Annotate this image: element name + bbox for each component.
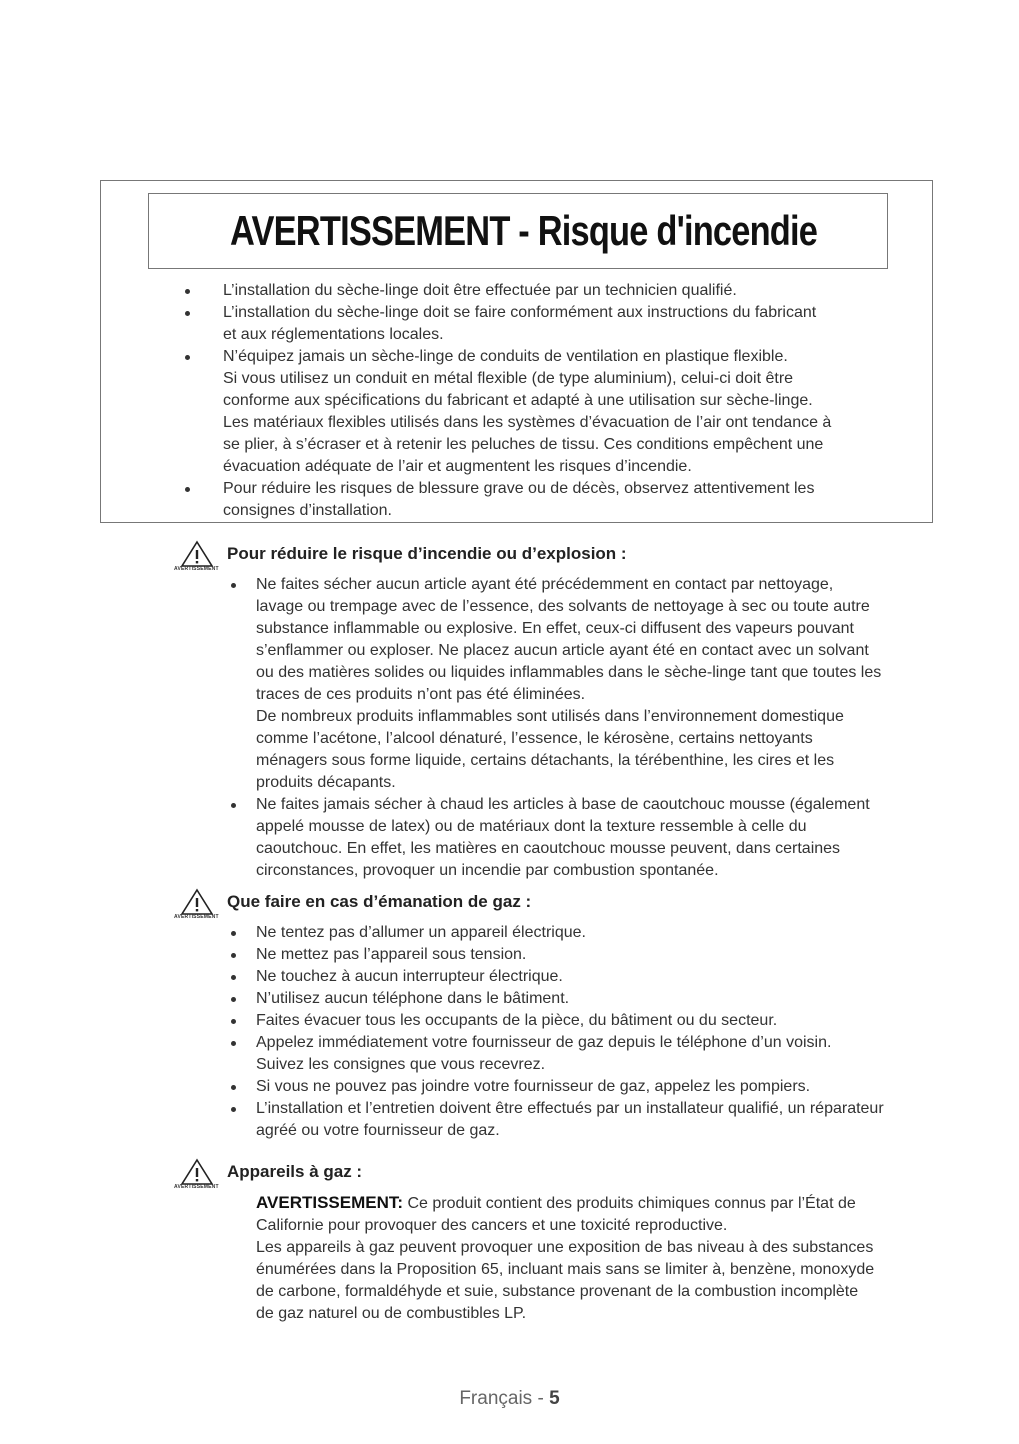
gas-leak-list: [256, 922, 946, 1142]
bullet-icon: [231, 931, 236, 936]
list-item: N’utilisez aucun téléphone dans le bâtiment.: [256, 988, 946, 1010]
section-header: [174, 540, 940, 572]
warning-body: Ce produit contient des produits chimiques connus par l’État de Californie pour provoquer des cancers et une toxicité reproductive.: [256, 1195, 856, 1234]
warning-caption: AVERTISSEMENT: [174, 1184, 219, 1190]
section-header: [174, 888, 940, 920]
bullet-icon: [231, 1085, 236, 1090]
warning-triangle-icon: [180, 888, 214, 916]
list-item: Ne tentez pas d’allumer un appareil électrique.: [256, 922, 946, 944]
fire-warning-title-box: [148, 193, 888, 269]
bullet-icon: [231, 997, 236, 1002]
bullet-icon: [185, 311, 190, 316]
fire-explosion-section: [174, 540, 940, 882]
list-item: L’installation du sèche-linge doit se faire conformément aux instructions du fabricant et aux réglementations locales.: [223, 302, 913, 346]
list-item: Ne faites sécher aucun article ayant été précédemment en contact par nettoyage, lavage ou trempage avec de l’essence, des solvants de nettoyage à sec ou toute autre substance inflammable ou explosive. En effet, ceux-ci diffusent des vapeurs pouvant s’enflammer ou exploser. Ne placez aucun article ayant été en contact avec un solvant ou des matières solides ou liquides inflammables dans le sèche-linge tant que toutes les traces de ces produits n’ont pas été éliminées. De nombreux produits inflammables sont utilisés dans l’environnement domestique comme l’acétone, l’alcool dénaturé, l’essence, le kérosène, certains nettoyants ménagers sous forme liquide, certains détachants, la térébenthine, les cires et les produits décapants.: [256, 574, 946, 794]
list-item: Appelez immédiatement votre fournisseur de gaz depuis le téléphone d’un voisin. Suivez les consignes que vous recevrez.: [256, 1032, 946, 1076]
warning-lead: AVERTISSEMENT:: [256, 1193, 404, 1212]
list-item: Si vous ne pouvez pas joindre votre fournisseur de gaz, appelez les pompiers.: [256, 1076, 946, 1098]
bullet-icon: [231, 975, 236, 980]
list-item: Faites évacuer tous les occupants de la pièce, du bâtiment ou du secteur.: [256, 1010, 946, 1032]
section-heading: Pour réduire le risque d’incendie ou d’explosion :: [227, 544, 627, 563]
gas-appliances-section: [174, 1158, 940, 1325]
bullet-icon: [231, 1107, 236, 1112]
list-item: Ne touchez à aucun interrupteur électrique.: [256, 966, 946, 988]
list-item: Ne mettez pas l’appareil sous tension.: [256, 944, 946, 966]
warning-caption: AVERTISSEMENT: [174, 566, 219, 572]
fire-warning-list: [223, 280, 913, 522]
bullet-icon: [231, 1019, 236, 1024]
warning-triangle-icon: [180, 540, 214, 568]
bullet-icon: [231, 953, 236, 958]
list-item: N’équipez jamais un sèche-linge de conduits de ventilation en plastique flexible. Si vous utilisez un conduit en métal flexible (de type aluminium), celui-ci doit être conforme aux spécifications du fabricant et adapté à une utilisation sur sèche-linge. Les matériaux flexibles utilisés dans les systèmes d’évacuation de l’air ont tendance à se plier, à s’écraser et à retenir les peluches de tissu. Ces conditions empêchent une évacuation adéquate de l’air et augmentent les risques d’incendie.: [223, 346, 913, 478]
list-item: Pour réduire les risques de blessure grave ou de décès, observez attentivement les consignes d’installation.: [223, 478, 913, 522]
bullet-icon: [231, 583, 236, 588]
page-number: 5: [549, 1388, 560, 1409]
warning-triangle-icon: [180, 1158, 214, 1186]
bullet-icon: [185, 487, 190, 492]
prop65-details: Les appareils à gaz peuvent provoquer une exposition de bas niveau à des substances énumérées dans la Proposition 65, incluant mais sans se limiter à, benzène, monoxyde de carbone, formaldéhyde et suie, substance provenant de la combustion incomplète de gaz naturel ou de combustibles LP.: [256, 1239, 875, 1322]
prop65-warning: [256, 1192, 946, 1237]
list-item: L’installation et l’entretien doivent être effectués par un installateur qualifié, un réparateur agréé ou votre fournisseur de gaz.: [256, 1098, 946, 1142]
list-item: L’installation du sèche-linge doit être effectuée par un technicien qualifié.: [223, 280, 913, 302]
gas-appliances-text: [256, 1192, 946, 1325]
fire-warning-title: AVERTISSEMENT - Risque d'incendie: [230, 207, 818, 254]
page-footer: [0, 1388, 1019, 1410]
section-heading: Appareils à gaz :: [227, 1162, 363, 1181]
warning-caption: AVERTISSEMENT: [174, 914, 219, 920]
footer-language: Français -: [459, 1388, 550, 1409]
section-heading: Que faire en cas d’émanation de gaz :: [227, 892, 532, 911]
bullet-icon: [231, 1041, 236, 1046]
bullet-icon: [231, 803, 236, 808]
section-header: [174, 1158, 940, 1190]
bullet-icon: [185, 355, 190, 360]
bullet-icon: [185, 289, 190, 294]
list-item: Ne faites jamais sécher à chaud les articles à base de caoutchouc mousse (également appelé mousse de latex) ou de matériaux dont la texture ressemble à celle du caoutchouc. En effet, les matières en caoutchouc mousse peuvent, dans certaines circonstances, provoquer un incendie par combustion spontanée.: [256, 794, 946, 882]
fire-explosion-list: [256, 574, 946, 882]
gas-leak-section: [174, 888, 940, 1142]
